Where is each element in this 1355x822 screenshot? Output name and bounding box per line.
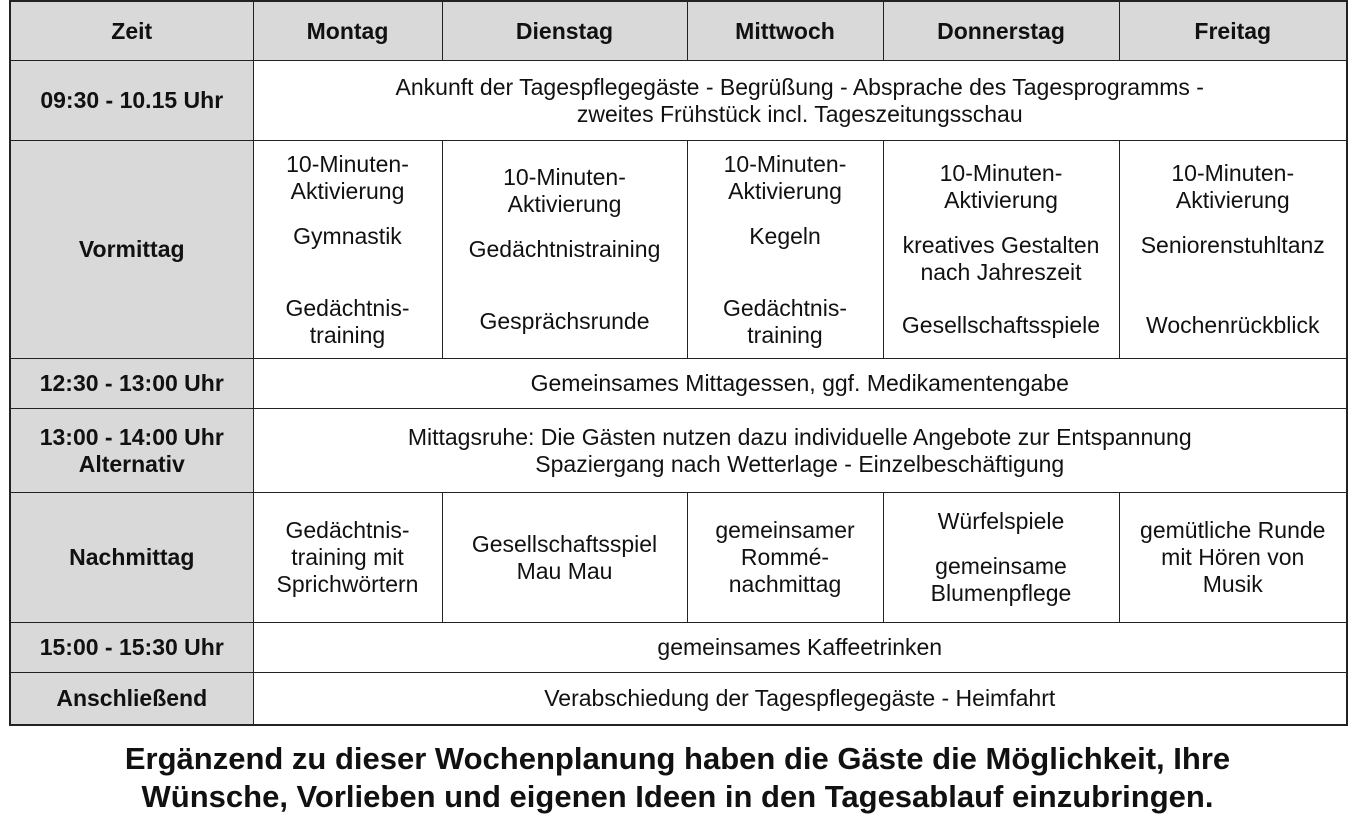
- morning-activation-2: Aktivierung: [290, 177, 405, 204]
- morning-activation-2: Aktivierung: [728, 177, 842, 204]
- morning-activation: 10-Minuten-: [723, 150, 847, 177]
- afternoon-line-3: nachmittag: [728, 571, 842, 597]
- morning-wednesday: [687, 141, 883, 359]
- afternoon-time: Nachmittag: [10, 493, 253, 623]
- afternoon-line-3: Musik: [1202, 571, 1263, 597]
- arrival-line-1: Ankunft der Tagespflegegäste - Begrüßung - Absprache des Tagesprogramms -: [395, 73, 1204, 100]
- footer-line-2: Wünsche, Vorlieben und eigenen Ideen in den Tagesablauf einzubringen.: [141, 779, 1214, 814]
- morning-activation-2: Aktivierung: [944, 187, 1058, 213]
- afternoon-line-2: mit Hören von: [1161, 544, 1305, 570]
- rest-time-line-1: 13:00 - 14:00 Uhr: [39, 423, 224, 450]
- afternoon-line-1: Gesellschaftsspiel: [471, 530, 658, 557]
- lunch-time: 12:30 - 13:00 Uhr: [10, 359, 253, 409]
- arrival-activity: [253, 61, 1347, 141]
- afternoon-friday: [1119, 493, 1347, 623]
- morning-row: [10, 141, 1347, 359]
- afternoon-line-1: Würfelspiele: [937, 508, 1065, 534]
- end-time: Anschließend: [10, 673, 253, 725]
- lunch-row: [10, 359, 1347, 409]
- morning-tuesday: [442, 141, 687, 359]
- end-row: [10, 673, 1347, 725]
- morning-time: Vormittag: [10, 141, 253, 359]
- afternoon-line-2: training mit: [291, 544, 404, 570]
- afternoon-line-2: Rommé-: [740, 544, 830, 570]
- afternoon-line-1: gemeinsamer: [715, 517, 855, 543]
- morning-main-2: [447, 263, 683, 290]
- afternoon-line-3: Sprichwörtern: [276, 571, 419, 597]
- rest-activity: [253, 409, 1347, 493]
- morning-activation-2: Aktivierung: [507, 191, 622, 217]
- morning-activation: 10-Minuten-: [503, 164, 626, 190]
- morning-activation: 10-Minuten-: [1171, 160, 1295, 186]
- rest-line-2: Spaziergang nach Wetterlage - Einzelbeschäftigung: [535, 450, 1065, 477]
- header-tuesday: Dienstag: [442, 1, 687, 61]
- footer-line-1: Ergänzend zu dieser Wochenplanung haben die Gäste die Möglichkeit, Ihre: [124, 741, 1231, 776]
- morning-main-2: [258, 250, 438, 277]
- morning-extra-2: training: [309, 321, 386, 348]
- morning-extra: Gedächtnis-: [285, 294, 410, 321]
- afternoon-row: [10, 493, 1347, 623]
- afternoon-line-1: gemütliche Runde: [1140, 517, 1326, 543]
- morning-extra: Gesellschaftsspiele: [901, 312, 1101, 338]
- header-monday: Montag: [253, 1, 442, 61]
- morning-extra: Gesprächsrunde: [479, 308, 650, 334]
- afternoon-line-3: Blumenpflege: [930, 580, 1072, 606]
- morning-extra: Wochenrückblick: [1146, 312, 1320, 338]
- morning-main: kreatives Gestalten: [902, 232, 1100, 258]
- header-row: [10, 1, 1347, 61]
- end-activity: Verabschiedung der Tagespflegegäste - Heimfahrt: [253, 673, 1347, 725]
- morning-main: Gymnastik: [293, 222, 402, 249]
- morning-main: Kegeln: [749, 222, 821, 249]
- rest-time: [10, 409, 253, 493]
- morning-friday: [1119, 141, 1347, 359]
- morning-main-2: [1124, 259, 1343, 286]
- morning-thursday: [883, 141, 1119, 359]
- arrival-time: 09:30 - 10.15 Uhr: [10, 61, 253, 141]
- afternoon-wednesday: [687, 493, 883, 623]
- afternoon-thursday: [883, 493, 1119, 623]
- morning-extra: Gedächtnis-: [722, 294, 847, 321]
- lunch-activity: Gemeinsames Mittagessen, ggf. Medikamentengabe: [253, 359, 1347, 409]
- footer-note: [0, 740, 1355, 816]
- afternoon-tuesday: [442, 493, 687, 623]
- afternoon-line-2: Mau Mau: [516, 557, 613, 584]
- morning-extra-2: training: [747, 321, 823, 348]
- morning-main: Gedächtnistraining: [468, 236, 661, 262]
- coffee-row: [10, 623, 1347, 673]
- header-thursday: Donnerstag: [883, 1, 1119, 61]
- coffee-activity: gemeinsames Kaffeetrinken: [253, 623, 1347, 673]
- header-friday: Freitag: [1119, 1, 1347, 61]
- morning-main-2: nach Jahreszeit: [920, 259, 1082, 285]
- coffee-time: 15:00 - 15:30 Uhr: [10, 623, 253, 673]
- weekly-schedule-table: [9, 0, 1348, 726]
- morning-activation: 10-Minuten-: [939, 160, 1063, 186]
- morning-monday: [253, 141, 442, 359]
- header-wednesday: Mittwoch: [687, 1, 883, 61]
- afternoon-line-1: Gedächtnis-: [285, 517, 410, 543]
- morning-main: Seniorenstuhltanz: [1140, 232, 1325, 258]
- header-zeit: Zeit: [10, 1, 253, 61]
- afternoon-line-2: gemeinsame: [935, 553, 1067, 579]
- rest-row: [10, 409, 1347, 493]
- rest-line-1: Mittagsruhe: Die Gästen nutzen dazu individuelle Angebote zur Entspannung: [407, 423, 1192, 450]
- rest-time-line-2: Alternativ: [78, 450, 185, 477]
- arrival-row: [10, 61, 1347, 141]
- afternoon-monday: [253, 493, 442, 623]
- arrival-line-2: zweites Frühstück incl. Tageszeitungsschau: [576, 100, 1023, 127]
- morning-activation-2: Aktivierung: [1175, 187, 1290, 213]
- morning-main-2: [692, 250, 879, 277]
- morning-activation: 10-Minuten-: [286, 150, 409, 177]
